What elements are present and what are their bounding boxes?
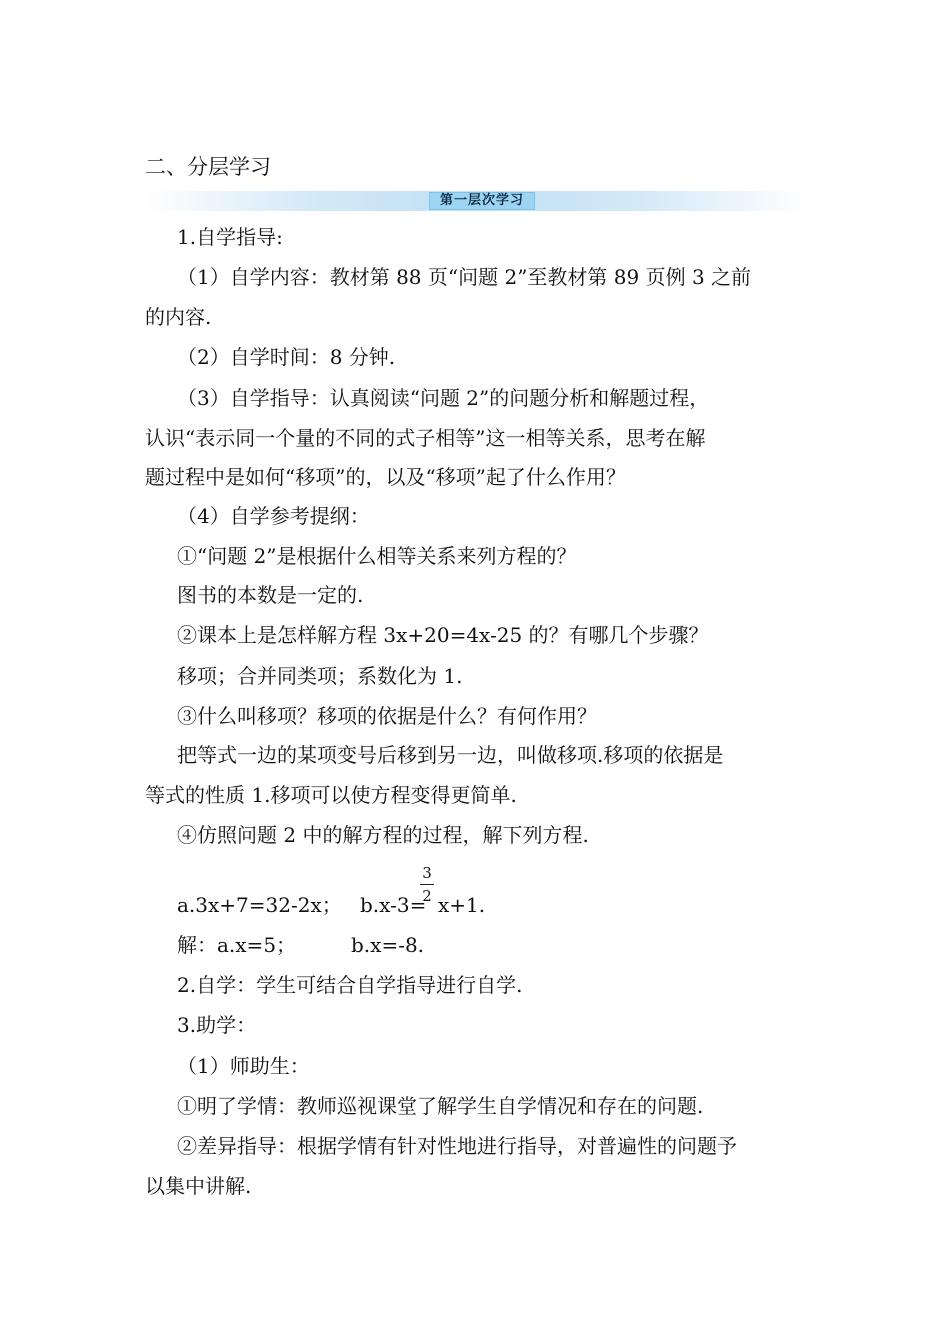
study-content-line: （1）自学内容：教材第 88 页“问题 2”至教材第 89 页例 3 之前 — [177, 265, 752, 289]
outline-answer-2: 移项；合并同类项；系数化为 1. — [177, 664, 463, 688]
equation-b-right: x+1. — [438, 893, 486, 917]
differential-guidance-line-cont: 以集中讲解. — [145, 1174, 252, 1198]
self-study-guide-heading: 1.自学指导: — [177, 225, 283, 249]
outline-question-4: ④仿照问题 2 中的解方程的过程，解下列方程. — [177, 823, 589, 847]
equation-b-left: b.x-3= — [360, 893, 427, 917]
fraction-bar — [420, 884, 434, 885]
section-heading: 二、分层学习 — [145, 155, 271, 179]
outline-answer-3-cont: 等式的性质 1.移项可以使方程变得更简单. — [145, 783, 517, 807]
differential-guidance-line: ②差异指导：根据学情有针对性地进行指导，对普遍性的问题予 — [177, 1134, 737, 1158]
outline-answer-3: 把等式一边的某项变号后移到另一边，叫做移项.移项的依据是 — [177, 743, 724, 767]
study-time-line: （2）自学时间：8 分钟. — [177, 345, 396, 369]
fraction-denominator: 2 — [422, 887, 432, 905]
banner-label: 第一层次学习 — [429, 192, 535, 210]
teacher-assist-heading: （1）师助生： — [177, 1054, 310, 1078]
study-content-line-cont: 的内容. — [145, 305, 212, 329]
fraction-numerator: 3 — [422, 864, 432, 882]
study-guidance-line: （3）自学指导：认真阅读“问题 2”的问题分析和解题过程， — [177, 386, 710, 410]
outline-heading: （4）自学参考提纲： — [177, 504, 370, 528]
study-guidance-line-cont-1: 认识“表示同一个量的不同的式子相等”这一相等关系，思考在解 — [145, 426, 706, 450]
fraction-three-halves — [420, 866, 434, 904]
assist-heading: 3.助学： — [177, 1013, 257, 1037]
equation-a: a.3x+7=32-2x； — [177, 893, 342, 917]
study-guidance-line-cont-2: 题过程中是如何“移项”的，以及“移项”起了什么作用？ — [145, 465, 626, 489]
self-study-line: 2.自学：学生可结合自学指导进行自学. — [177, 973, 523, 997]
answer-a: 解：a.x=5； — [177, 933, 297, 957]
outline-question-2: ②课本上是怎样解方程 3x+20=4x-25 的？有哪几个步骤？ — [177, 623, 709, 647]
outline-question-3: ③什么叫移项？移项的依据是什么？有何作用？ — [177, 704, 597, 728]
outline-answer-1: 图书的本数是一定的. — [177, 583, 364, 607]
outline-question-1: ①“问题 2”是根据什么相等关系来列方程的？ — [177, 544, 577, 568]
understand-situation-line: ①明了学情：教师巡视课堂了解学生自学情况和存在的问题. — [177, 1094, 704, 1118]
answer-b: b.x=-8. — [351, 933, 425, 957]
